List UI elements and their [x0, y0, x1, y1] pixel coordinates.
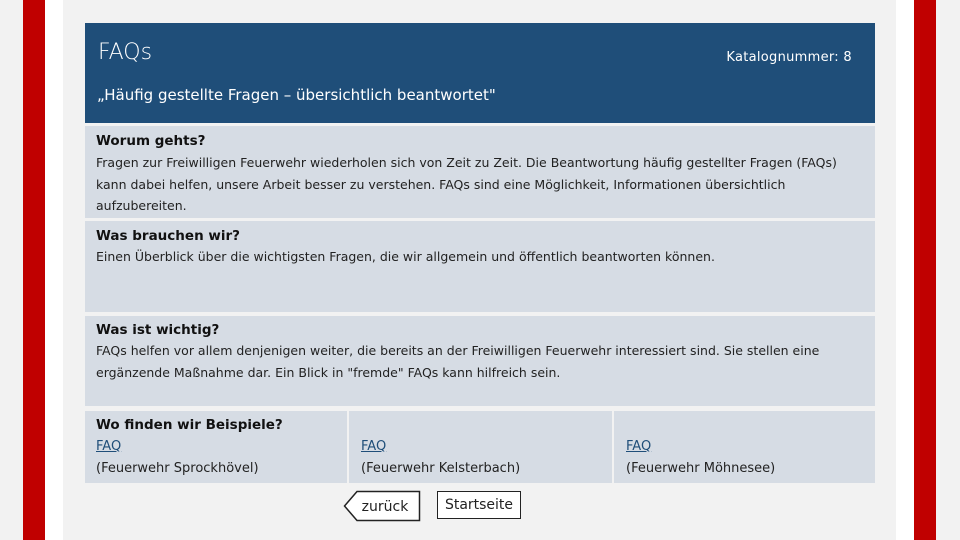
back-button-label: zurück	[361, 499, 409, 515]
right-white-strip	[896, 0, 914, 540]
faq-link-sprockhoevel[interactable]: FAQ	[96, 439, 122, 454]
section-worum-gehts	[85, 126, 875, 218]
section-was-brauchen-wir	[85, 221, 875, 312]
page-title: FAQs	[98, 40, 153, 65]
faq-link-kelsterbach[interactable]: FAQ	[361, 439, 387, 454]
example-cell-moehnesee	[614, 411, 875, 483]
right-red-bar	[914, 0, 936, 540]
section-heading: Was ist wichtig?	[96, 322, 220, 338]
left-red-bar	[23, 0, 45, 540]
examples-row	[85, 411, 875, 483]
catalog-number: Katalognummer: 8	[726, 50, 852, 65]
example-label: (Feuerwehr Möhnesee)	[626, 461, 776, 476]
section-heading: Was brauchen wir?	[96, 228, 240, 244]
section-heading: Worum gehts?	[96, 133, 206, 149]
section-text: FAQs helfen vor allem denjenigen weiter, die bereits an der Freiwilligen Feuerwehr interessiert sind. Sie stellen eine ergänzende Maßnahme dar. Ein Blick in "fremde" FAQs kann hilfreich sein.	[96, 343, 820, 380]
examples-heading: Wo finden wir Beispiele?	[96, 417, 283, 433]
left-white-strip	[45, 0, 63, 540]
section-text: Fragen zur Freiwilligen Feuerwehr wiederholen sich von Zeit zu Zeit. Die Beantwortung häufig gestellter Fragen (FAQs) kann dabei helfen, unsere Arbeit besser zu verstehen. FAQs sind eine Möglichkeit, Informationen übersichtlich aufzubereiten.	[96, 155, 837, 213]
section-text: Einen Überblick über die wichtigsten Fragen, die wir allgemein und öffentlich beantworten können.	[96, 249, 715, 264]
section-was-ist-wichtig	[85, 316, 875, 406]
home-button[interactable]	[437, 491, 521, 519]
example-cell-kelsterbach	[349, 411, 612, 483]
example-label: (Feuerwehr Sprockhövel)	[96, 461, 259, 476]
page-subtitle: „Häufig gestellte Fragen – übersichtlich beantwortet"	[97, 86, 496, 104]
example-label: (Feuerwehr Kelsterbach)	[361, 461, 521, 476]
back-button[interactable]	[343, 490, 421, 522]
header-panel	[85, 23, 875, 123]
example-cell-sprockhoevel	[85, 411, 347, 483]
home-button-label: Startseite	[444, 497, 514, 513]
faq-link-moehnesee[interactable]: FAQ	[626, 439, 652, 454]
